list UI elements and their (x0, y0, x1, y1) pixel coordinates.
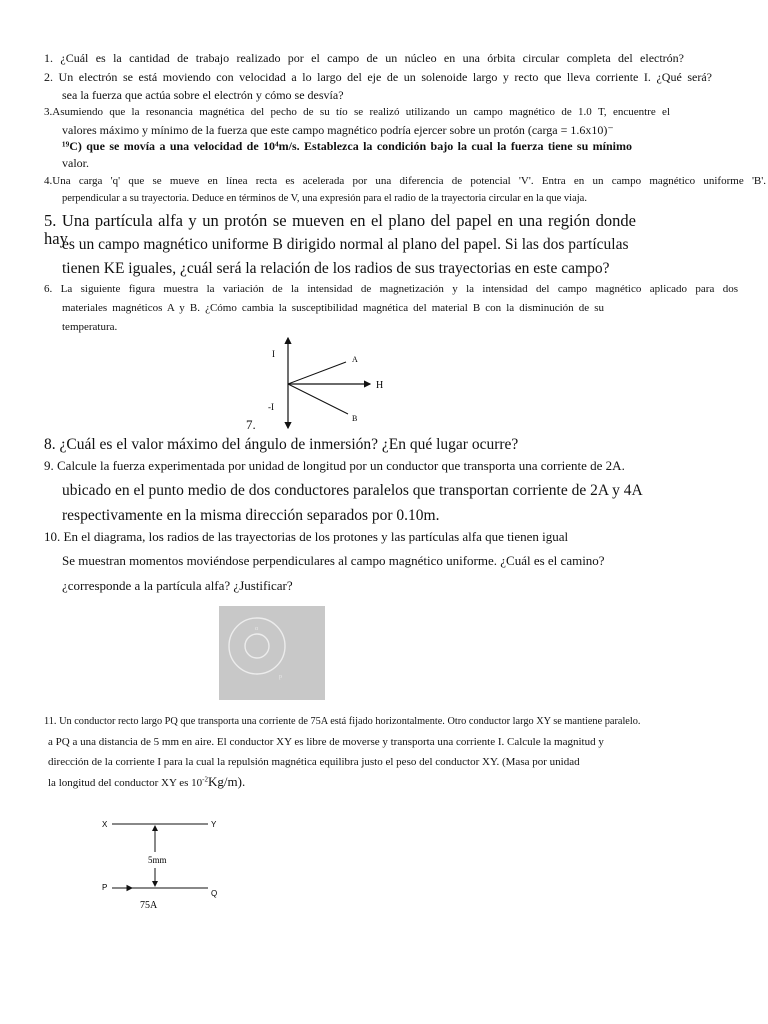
question-6-line-1: 6. La siguiente figura muestra la variación de la intensidad de magnetización y la intensidad del campo magnético aplicado para dos (44, 283, 738, 295)
question-10-line-1: 10. En el diagrama, los radios de las trayectorias de los protones y las partículas alfa que tienen igual (44, 529, 569, 544)
question-10-line-3: ¿corresponde a la partícula alfa? ¿Justificar? (62, 578, 293, 593)
label-distance: 5mm (148, 855, 167, 865)
inner-path-label: α (255, 626, 259, 632)
trajectories-image (219, 606, 325, 700)
question-9-line-3: respectivamente en la misma dirección separados por 0.10m. (62, 507, 440, 524)
label-b: B (352, 414, 358, 423)
question-9-line-1: 9. Calcule la fuerza experimentada por unidad de longitud por un conductor que transporta una corriente de 2A. (44, 458, 625, 473)
question-6-line-2: materiales magnéticos A y B. ¿Cómo cambia la susceptibilidad magnética del material B con la disminución de su (62, 302, 604, 314)
question-10-line-2: Se muestran momentos moviéndose perpendiculares al campo magnético uniforme. ¿Cuál es el camino? (62, 553, 605, 568)
label-y: Y (211, 820, 217, 829)
outer-path-label: p (279, 674, 282, 680)
question-9-line-2: ubicado en el punto medio de dos conductores paralelos que transportan corriente de 2A y 4A (62, 482, 643, 499)
line-a (288, 362, 346, 384)
question-3-line-3: ¹⁹C) que se movía a una velocidad de 10⁴m/s. Establezca la condición bajo la cual la fuerza tiene su mínimo (62, 139, 632, 153)
question-5-line-2: es un campo magnético uniforme B dirigido normal al plano del papel. Si las dos partículas (62, 236, 629, 253)
question-11-line-4 (48, 775, 245, 789)
question-3-line-2: valores máximo y mínimo de la fuerza que este campo magnético podría ejercer sobre un protón (carga = 1.6x10)⁻ (62, 123, 614, 137)
label-current: 75A (140, 900, 158, 911)
question-3-line-1: 3.Asumiendo que la resonancia magnética del pecho de su tío se realizó utilizando un campo magnético de 1.0 T, encuentre el (44, 106, 670, 118)
question-11-exponent: -2 (202, 775, 209, 784)
question-5-line-3: tienen KE iguales, ¿cuál será la relación de los radios de sus trayectorias en este campo? (62, 260, 610, 277)
magnetization-graph-figure (262, 332, 402, 432)
question-2-line-2: sea la fuerza que actúa sobre el electrón y cómo se desvía? (62, 88, 344, 102)
label-i: I (272, 349, 275, 359)
label-q: Q (211, 889, 218, 898)
question-11-line-2: a PQ a una distancia de 5 mm en aire. El conductor XY es libre de moverse y transporta una corriente I. Calcule la magnitud y (48, 736, 604, 748)
question-11-line-1: 11. Un conductor recto largo PQ que transporta una corriente de 75A está fijado horizontalmente. Otro conductor largo XY se mantiene paralelo. (44, 716, 641, 727)
question-4-line-1: 4.Una carga 'q' que se mueve en línea recta es acelerada por una diferencia de potencial 'V'. Entra en un campo magnético uniforme 'B'. (44, 175, 766, 187)
question-7-number: 7. (246, 417, 256, 432)
question-8: 8. ¿Cuál es el valor máximo del ángulo de inmersión? ¿En qué lugar ocurre? (44, 436, 519, 453)
question-1: 1. ¿Cuál es la cantidad de trabajo realizado por el campo de un núcleo en una órbita circular completa del electrón? (44, 51, 684, 65)
line-b (288, 384, 348, 414)
question-3-line-4: valor. (62, 156, 89, 170)
question-2-line-1: 2. Un electrón se está moviendo con velocidad a lo largo del eje de un solenoide largo y recto que lleva corriente I. ¿Qué será? (44, 70, 712, 84)
question-11-unit: Kg/m). (208, 774, 246, 789)
label-p: P (102, 883, 108, 892)
label-neg-i: -I (268, 402, 274, 412)
parallel-conductors-figure (98, 812, 228, 912)
label-x: X (102, 820, 108, 829)
question-11-line-3: dirección de la corriente I para la cual la repulsión magnética equilibra justo el peso del conductor XY. (Masa por unidad (48, 756, 580, 768)
question-6-line-3: temperatura. (62, 321, 118, 333)
question-5-line-1: 5. Una partícula alfa y un protón se mueven en el plano del papel en una región donde hay (44, 211, 636, 249)
question-4-line-2: perpendicular a su trayectoria. Deduce en términos de V, una expresión para el radio de la trayectoria circular en la que viaja. (62, 193, 587, 204)
question-11-line-4-text: la longitud del conductor XY es 10 (48, 777, 203, 789)
label-h: H (376, 380, 384, 391)
label-a: A (352, 355, 358, 364)
